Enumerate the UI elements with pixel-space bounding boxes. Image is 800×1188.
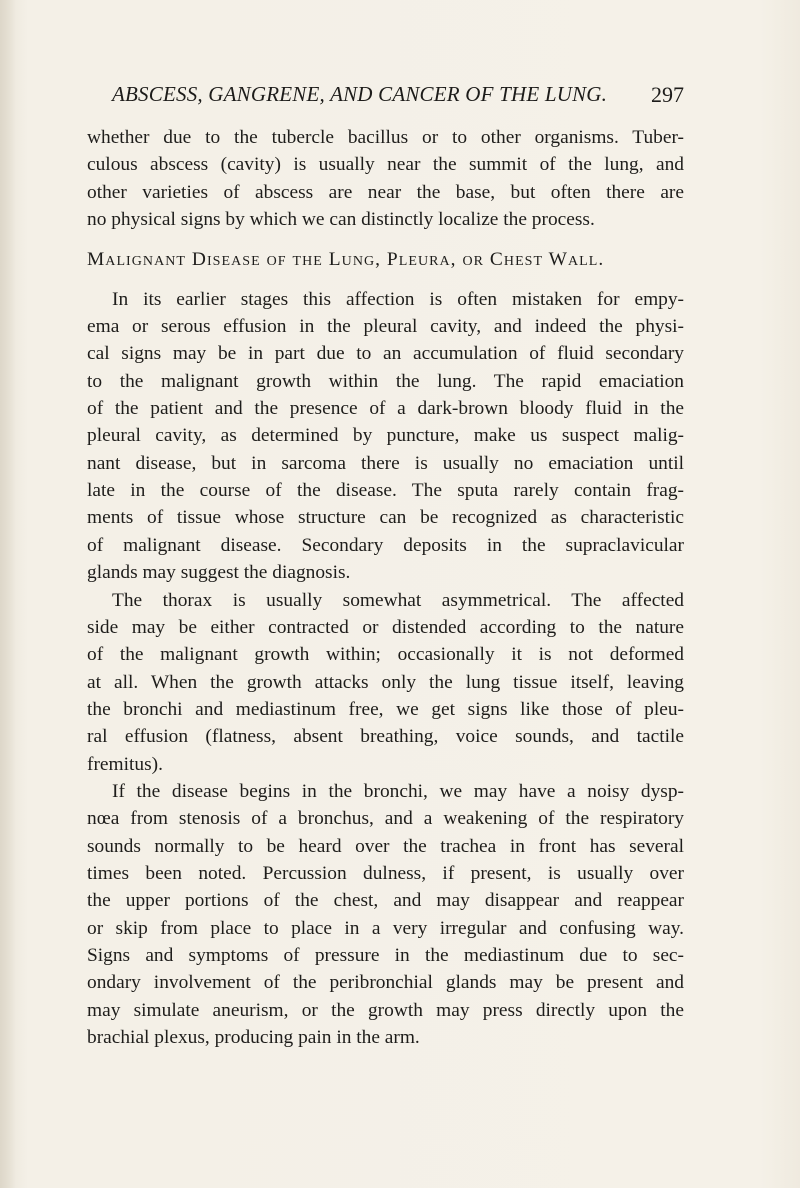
text-line: The thorax is usually somewhat asymmetrical. The affected	[112, 589, 684, 611]
text-line: of malignant disease. Secondary deposits in the supraclavicular	[87, 534, 684, 556]
text-line: cal signs may be in part due to an accumulation of fluid secondary	[87, 343, 684, 365]
text-line: or skip from place to place in a very irregular and confusing way.	[87, 917, 684, 939]
text-line: ral effusion (flatness, absent breathing, voice sounds, and tactile	[87, 726, 684, 748]
text-line: of the malignant growth within; occasionally it is not deformed	[87, 644, 684, 666]
text-line: pleural cavity, as determined by puncture, make us suspect malig-	[87, 425, 684, 447]
page-gutter-shadow	[0, 0, 16, 1188]
text-line: whether due to the tubercle bacillus or to other organisms. Tuber-	[87, 127, 684, 148]
text-line: ments of tissue whose structure can be recognized as characteristic	[87, 507, 684, 529]
paragraph-2	[87, 286, 684, 587]
running-head-title: ABSCESS, GANGRENE, AND CANCER OF THE LUNG.	[112, 82, 608, 106]
text-line: ondary involvement of the peribronchial glands may be present and	[87, 972, 684, 994]
running-head	[112, 82, 684, 112]
text-line: no physical signs by which we can distinctly localize the process.	[87, 209, 595, 231]
text-line: times been noted. Percussion dulness, if present, is usually over	[87, 862, 684, 884]
text-line: If the disease begins in the bronchi, we may have a noisy dysp-	[112, 780, 684, 802]
page-number: 297	[651, 82, 684, 107]
text-line: to the malignant growth within the lung. The rapid emaciation	[87, 370, 684, 392]
section-heading: Malignant Disease of the Lung, Pleura, or Chest Wall.	[87, 249, 605, 271]
text-line: at all. When the growth attacks only the lung tissue itself, leaving	[87, 671, 684, 693]
paragraph-4	[87, 778, 684, 1051]
text-line: fremitus).	[87, 753, 163, 775]
text-line: late in the course of the disease. The sputa rarely contain frag-	[87, 480, 684, 502]
text-line: In its earlier stages this affection is often mistaken for empy-	[112, 288, 684, 310]
paragraph-1	[87, 124, 684, 233]
text-line: brachial plexus, producing pain in the arm.	[87, 1027, 420, 1048]
text-line: of the patient and the presence of a dark-brown bloody fluid in the	[87, 398, 684, 420]
text-line: the bronchi and mediastinum free, we get signs like those of pleu-	[87, 698, 684, 720]
text-line: Signs and symptoms of pressure in the mediastinum due to sec-	[87, 944, 684, 966]
text-line: nant disease, but in sarcoma there is usually no emaciation until	[87, 452, 684, 474]
text-line: nœa from stenosis of a bronchus, and a weakening of the respiratory	[87, 808, 684, 830]
body-text	[87, 124, 684, 1051]
text-line: ema or serous effusion in the pleural cavity, and indeed the physi-	[87, 316, 684, 338]
text-line: side may be either contracted or distended according to the nature	[87, 616, 684, 638]
text-line: sounds normally to be heard over the trachea in front has several	[87, 835, 684, 857]
text-line: the upper portions of the chest, and may disappear and reappear	[87, 890, 684, 912]
text-line: culous abscess (cavity) is usually near the summit of the lung, and	[87, 154, 684, 176]
text-line: glands may suggest the diagnosis.	[87, 562, 351, 584]
text-line: other varieties of abscess are near the base, but often there are	[87, 181, 684, 203]
text-line: may simulate aneurism, or the growth may press directly upon the	[87, 999, 684, 1021]
paragraph-3	[87, 587, 684, 778]
